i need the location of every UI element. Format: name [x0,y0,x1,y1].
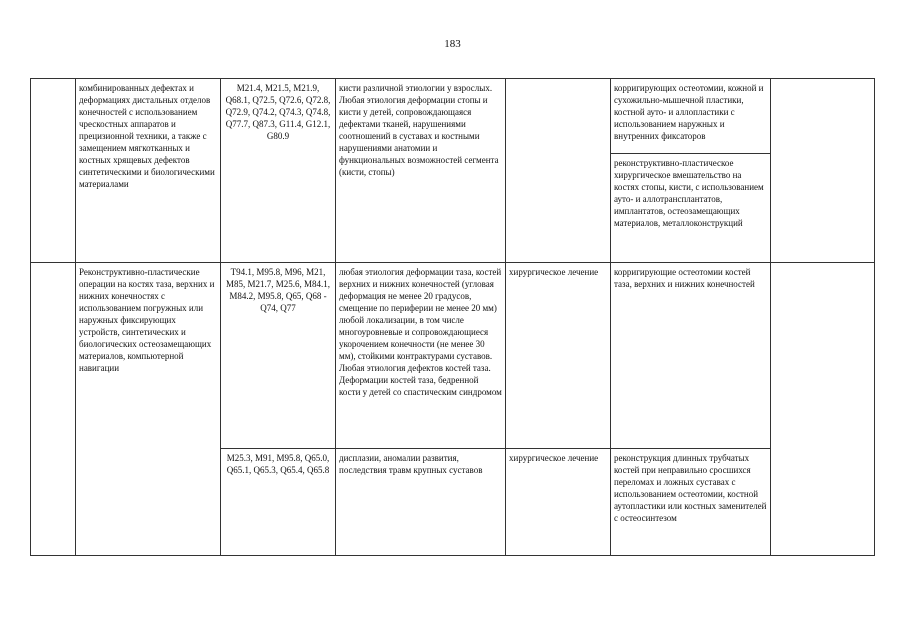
treatment-table [30,78,875,556]
treatment-type-cell: хирургическое лечение [506,449,611,556]
row-number-cell [31,263,76,556]
table-row [31,263,875,449]
intervention-name-cell: комбинированных дефектах и деформациях дистальных отделов конечностей с использованием чрескостных аппаратов и прецизионной техники, а также с замещением мягкотканных и костных хрящевых дефектов синтетическими и биологическими материалами [76,79,221,263]
page-number: 183 [444,38,461,50]
treatment-method-cell: корригирующих остеотомии, кожной и сухожильно-мышечной пластики, костной ауто- и аллопластики с использованием наружных и внутренних фиксаторов [611,79,771,154]
table-row [31,79,875,154]
treatment-method-cell: реконструкция длинных трубчатых костей при неправильно сросшихся переломах и ложных суставах с использованием остеотомии, костной аутопластики или костных заменителей с остеосинтезом [611,449,771,556]
treatment-type-cell: хирургическое лечение [506,263,611,449]
treatment-method-cell: корригирующие остеотомии костей таза, верхних и нижних конечностей [611,263,771,449]
intervention-name-cell: Реконструктивно-пластические операции на костях таза, верхних и нижних конечностях с использованием погружных или наружных фиксирующих устройств, синтетических и биологических остеозамещающих материалов, компьютерной навигации [76,263,221,556]
row-number-cell [31,79,76,263]
patient-model-cell: дисплазии, аномалии развития, последствия травм крупных суставов [336,449,506,556]
icd-codes-cell: M21.4, M21.5, M21.9, Q68.1, Q72.5, Q72.6, Q72.8, Q72.9, Q74.2, Q74.3, Q74.8, Q77.7, Q87.3, G11.4, G12.1, G80.9 [221,79,336,263]
treatment-type-cell [506,79,611,263]
icd-codes-cell: M25.3, M91, M95.8, Q65.0, Q65.1, Q65.3, Q65.4, Q65.8 [221,449,336,556]
patient-model-cell: любая этиология деформации таза, костей верхних и нижних конечностей (угловая деформация не менее 20 градусов, смещение по периферии не менее 20 мм) любой локализации, в том числе многоуровневые и сопровождающиеся укорочением конечности (не менее 30 мм), стойкими контрактурами суставов. Любая этиология дефектов костей таза. Деформации костей таза, бедренной кости у детей со спастическим синдромом [336,263,506,449]
cost-cell [771,263,875,556]
cost-cell [771,79,875,263]
icd-codes-cell: T94.1, M95.8, M96, M21, M85, M21.7, M25.6, M84.1, M84.2, M95.8, Q65, Q68 - Q74, Q77 [221,263,336,449]
patient-model-cell: кисти различной этиологии у взрослых. Любая этиология деформации стопы и кисти у детей, сопровождающаяся дефектами тканей, нарушениями соотношений в суставах и костными нарушениями анатомии и функциональных возможностей сегмента (кисти, стопы) [336,79,506,263]
treatment-method-cell: реконструктивно-пластическое хирургическое вмешательство на костях стопы, кисти, с использованием ауто- и аллотрансплантатов, имплантатов, остеозамещающих материалов, металлоконструкций [611,154,771,263]
